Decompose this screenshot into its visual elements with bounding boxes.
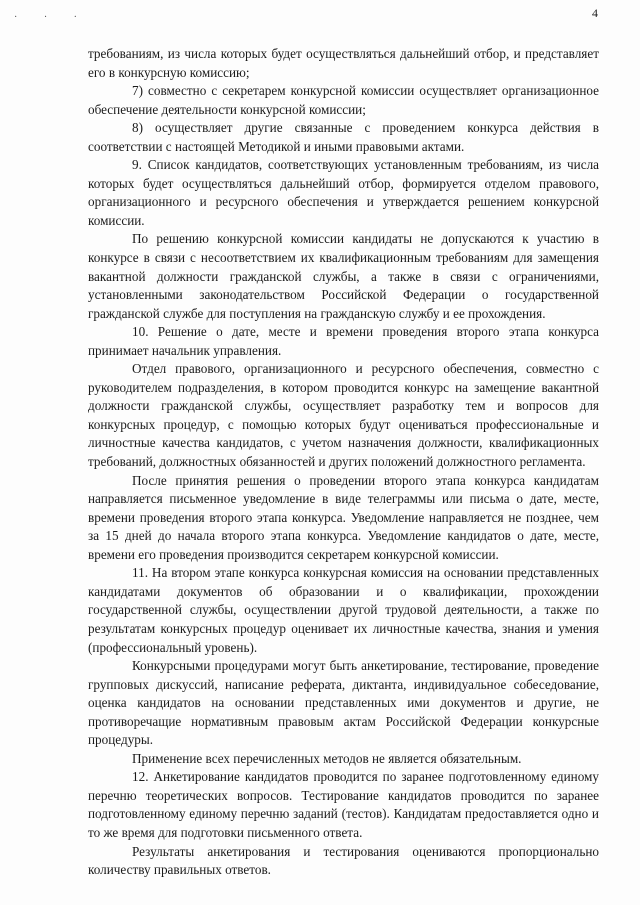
paragraph-clause-11: 11. На втором этапе конкурса конкурсная комиссия на основании представленных кандидатами документов об образовании и о квалификации, прохождении государственной службы, осуществлении другой трудовой деятельности, а также по результатам конкурсных процедур оценивает их личностные качества, знания и умения (профессиональный уровень). <box>88 565 599 655</box>
scan-specks: · · · <box>14 12 89 23</box>
paragraph-topics-development: Отдел правового, организационного и ресурсного обеспечения, совместно с руководителем подразделения, в котором проводится конкурс на замещение вакантной должности гражданской службы, осуществляет разработку тем и вопросов для конкурсных процедур, с помощью которых будут оцениваться профессиональные и личностные качества кандидатов, с учетом назначения должности, квалификационных требований, должностных обязанностей и других положений должностного регламента. <box>88 361 599 470</box>
paragraph-clause-12: 12. Анкетирование кандидатов проводится по заранее подготовленному единому перечню теоретических вопросов. Тестирование кандидатов проводится по заранее подготовленному единому перечню заданий (тестов). Кандидатам предоставляется одно и то же время для подготовки письменного ответа. <box>88 769 599 840</box>
paragraph-clause-9: 9. Список кандидатов, соответствующих установленным требованиям, из числа которых будет осуществляться дальнейший отбор, формируется отделом правового, организационного и ресурсного обеспечения и утверждается решением конкурсной комиссии. <box>88 157 599 228</box>
paragraph-item-8: 8) осуществляет другие связанные с проведением конкурса действия в соответствии с настоящей Методикой и иными правовыми актами. <box>88 120 599 154</box>
page-number: 4 <box>592 6 598 20</box>
paragraph-results: Результаты анкетирования и тестирования оцениваются пропорционально количеству правильных ответов. <box>88 843 599 878</box>
paragraph-procedures: Конкурсными процедурами могут быть анкетирование, тестирование, проведение групповых дискуссий, написание реферата, диктанта, индивидуальное собеседование, оценка кандидатов на основании представленных ими документов и другие, не противоречащие нормативным правовым актам Российской Федерации конкурсные процедуры. <box>88 658 599 748</box>
paragraph-continuation: требованиям, из числа которых будет осуществляться дальнейший отбор, и представляет его в конкурсную комиссию; <box>88 46 599 80</box>
paragraph-clause-10: 10. Решение о дате, месте и времени проведения второго этапа конкурса принимает начальник управления. <box>88 324 599 358</box>
paragraph-admission-decision: По решению конкурсной комиссии кандидаты не допускаются к участию в конкурсе в связи с несоответствием их квалификационным требованиям для замещения вакантной должности гражданской службы, а также в связи с ограничениями, установленными законодательством Российской Федерации о государственной гражданской службе для поступления на гражданскую службу и ее прохождения. <box>88 231 599 321</box>
paragraph-item-7: 7) совместно с секретарем конкурсной комиссии осуществляет организационное обеспечение деятельности конкурсной комиссии; <box>88 83 599 117</box>
paragraph-methods-optional: Применение всех перечисленных методов не является обязательным. <box>132 750 522 766</box>
paragraph-notification: После принятия решения о проведении второго этапа конкурса кандидатам направляется письменное уведомление в виде телеграммы или письма о дате, месте, времени проведения второго этапа конкурса. Уведомление направляется не позднее, чем за 15 дней до начала второго этапа конкурса. Уведомление кандидатов о дате, месте, времени его проведения производится секретарем конкурсной комиссии. <box>88 472 599 562</box>
document-body <box>88 45 599 880</box>
